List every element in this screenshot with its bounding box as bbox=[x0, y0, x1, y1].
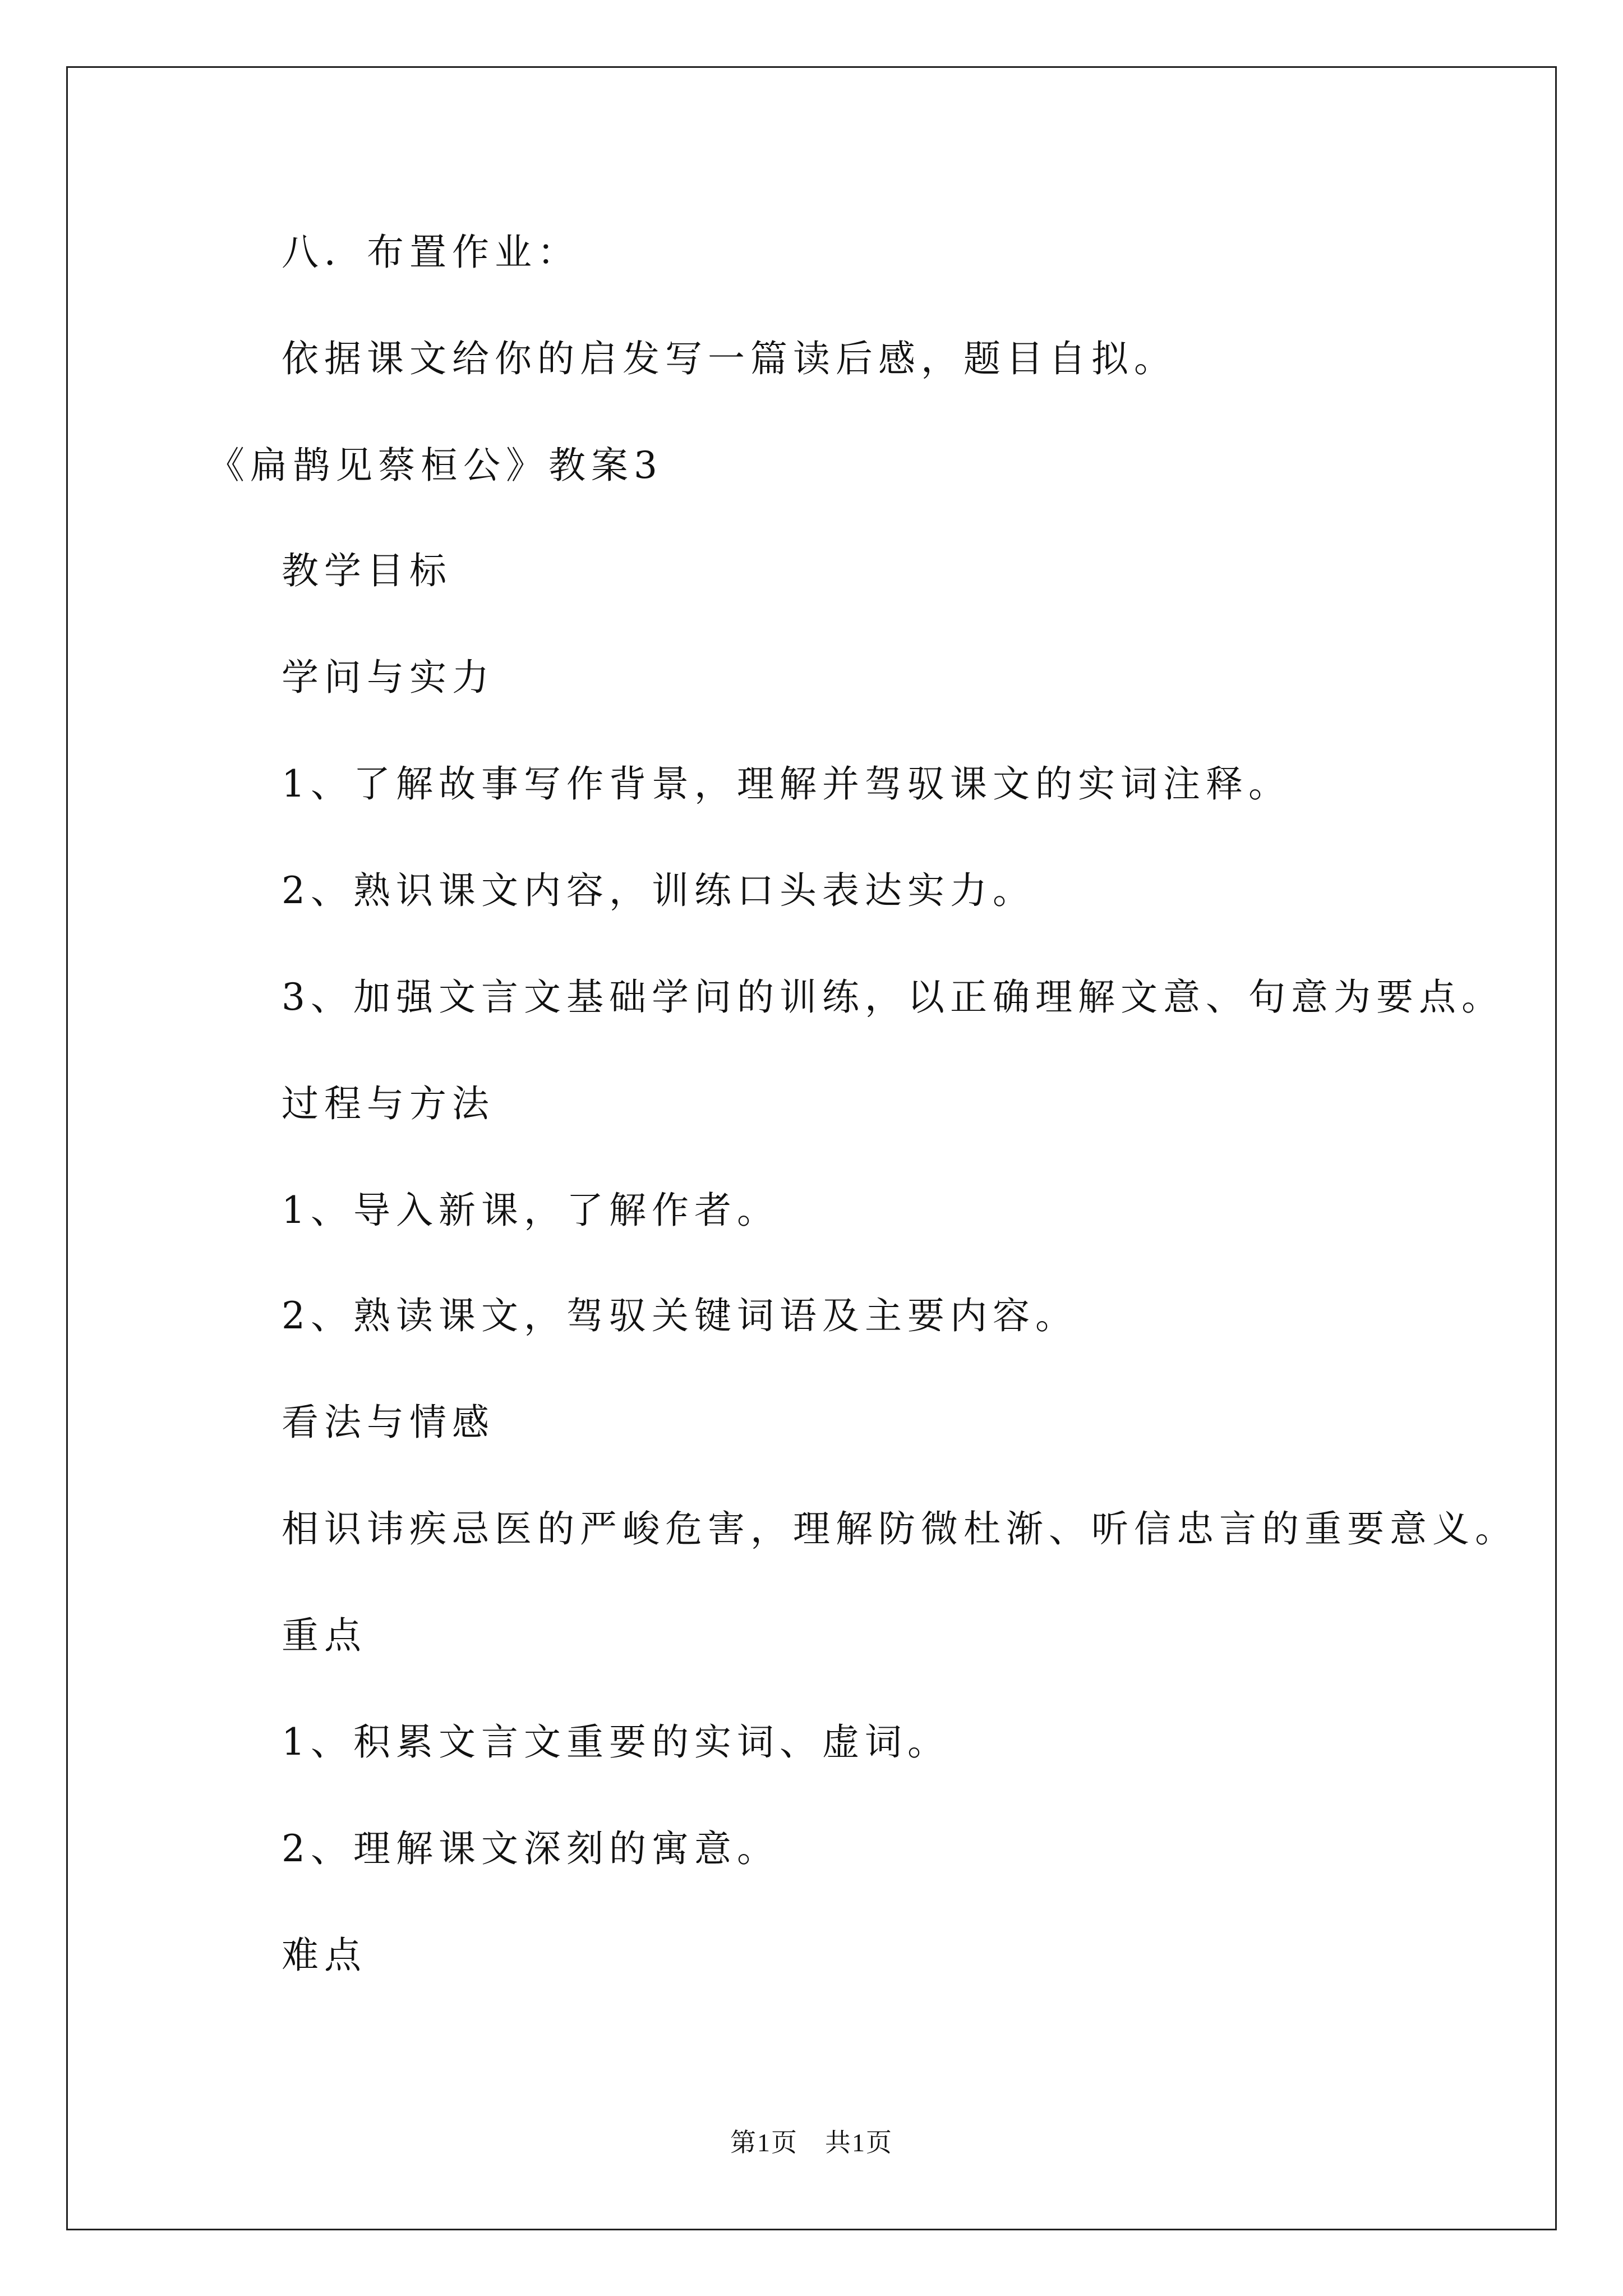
paragraph: 相识讳疾忌医的严峻危害，理解防微杜渐、听信忠言的重要意义。 bbox=[282, 1507, 1518, 1550]
assignment-heading: 八．布置作业： bbox=[282, 231, 580, 274]
section-key-points: 重点 bbox=[282, 1614, 367, 1657]
list-item: 2、熟识课文内容，训练口头表达实力。 bbox=[282, 869, 1035, 912]
subsection-process-method: 过程与方法 bbox=[282, 1082, 495, 1125]
list-item: 1、导入新课，了解作者。 bbox=[282, 1189, 780, 1232]
lesson-plan-title: 《扁鹊见蔡桓公》教案3 bbox=[208, 444, 663, 487]
list-item: 3、加强文言文基础学问的训练，以正确理解文意、句意为要点。 bbox=[282, 976, 1504, 1019]
list-item: 2、理解课文深刻的寓意。 bbox=[282, 1827, 780, 1870]
list-item: 1、了解故事写作背景，理解并驾驭课文的实词注释。 bbox=[282, 762, 1291, 806]
subsection-attitude-emotion: 看法与情感 bbox=[282, 1401, 495, 1444]
assignment-text: 依据课文给你的启发写一篇读后感，题目自拟。 bbox=[282, 337, 1177, 380]
page-border bbox=[66, 66, 1557, 2230]
subsection-knowledge-ability: 学问与实力 bbox=[282, 656, 495, 699]
list-item: 1、积累文言文重要的实词、虚词。 bbox=[282, 1720, 950, 1764]
list-item: 2、熟读课文，驾驭关键词语及主要内容。 bbox=[282, 1294, 1078, 1337]
section-teaching-goals: 教学目标 bbox=[282, 549, 452, 592]
page-footer: 第1页 共1页 bbox=[730, 2128, 893, 2157]
section-difficulties: 难点 bbox=[282, 1934, 367, 1977]
